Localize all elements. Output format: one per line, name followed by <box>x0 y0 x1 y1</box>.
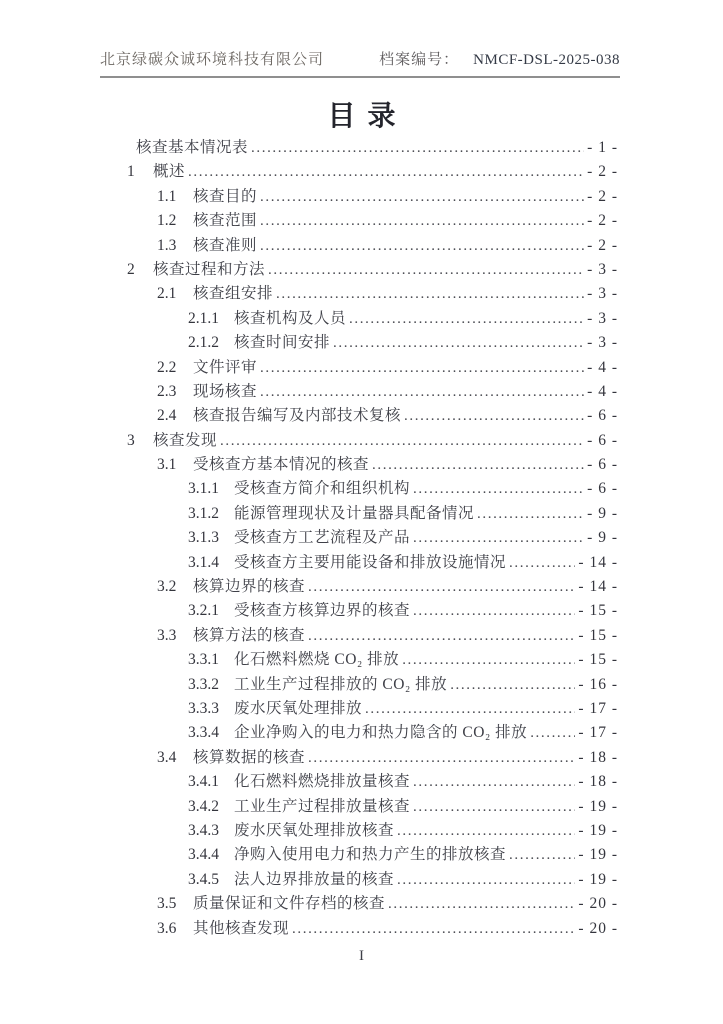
toc-entry <box>100 721 618 745</box>
toc-entry-page: - 2 - <box>587 163 618 181</box>
toc-entry-title: 法人边界排放量的核查 <box>234 870 395 888</box>
toc-leader-dots <box>349 307 584 331</box>
toc-entry-title: 其他核查发现 <box>193 919 290 937</box>
toc-entry <box>100 331 618 355</box>
file-number <box>379 48 620 69</box>
toc-leader-dots <box>188 160 584 184</box>
toc-entry-number: 3.6 <box>157 919 177 937</box>
toc-entry <box>100 819 618 843</box>
toc-entry <box>100 575 618 599</box>
toc-leader-dots <box>260 185 584 209</box>
toc-entry-number: 3.4.1 <box>188 773 219 791</box>
toc-entry <box>100 502 618 526</box>
toc-entry-title: 现场核查 <box>193 382 258 400</box>
toc-entry-number: 2 <box>127 260 135 278</box>
toc-entry <box>100 697 618 721</box>
toc-entry-number: 3.3.3 <box>188 699 219 717</box>
toc-entry-number: 2.1 <box>157 285 177 303</box>
toc-entry-number: 3.2 <box>157 578 177 596</box>
toc-entry-title: 受核查方简介和组织机构 <box>234 480 411 498</box>
toc-leader-dots <box>276 282 584 306</box>
toc-leader-dots <box>365 697 575 721</box>
toc-leader-dots <box>260 380 584 404</box>
toc-entry <box>100 770 618 794</box>
toc-leader-dots <box>509 551 575 575</box>
toc-entry <box>100 892 618 916</box>
toc-entry-page: - 14 - <box>578 553 618 571</box>
toc-entry-number: 3.4.2 <box>188 797 219 815</box>
toc-entry-title: 概述 <box>153 163 186 181</box>
toc-entry <box>100 746 618 770</box>
toc-entry-title: 化石燃料燃烧 CO₂ 排放 <box>234 651 400 669</box>
toc-entry-title: 核查准则 <box>193 236 258 254</box>
toc-entry <box>100 380 618 404</box>
toc-leader-dots <box>308 746 575 770</box>
toc-entry-number: 2.4 <box>157 407 177 425</box>
toc-entry-number: 3.1.4 <box>188 553 219 571</box>
toc-leader-dots <box>308 624 575 648</box>
toc-entry-page: - 3 - <box>587 334 618 352</box>
toc-leader-dots <box>308 575 575 599</box>
toc-entry-page: - 4 - <box>587 382 618 400</box>
toc-entry <box>100 404 618 428</box>
toc-entry-title: 工业生产过程排放的 CO₂ 排放 <box>234 675 448 693</box>
toc-entry-title: 受核查方工艺流程及产品 <box>234 529 411 547</box>
toc-entry-page: - 9 - <box>587 529 618 547</box>
toc-leader-dots <box>333 331 584 355</box>
toc-entry-number: 3.3.2 <box>188 675 219 693</box>
toc-entry-title: 化石燃料燃烧排放量核查 <box>234 773 411 791</box>
toc-entry <box>100 234 618 258</box>
toc-entry-title: 核查机构及人员 <box>234 309 347 327</box>
toc-leader-dots <box>413 526 584 550</box>
toc-leader-dots <box>413 795 575 819</box>
toc-entry-title: 核算边界的核查 <box>193 578 306 596</box>
toc-entry-title: 受核查方核算边界的核查 <box>234 602 411 620</box>
toc-entry-number: 2.1.2 <box>188 334 219 352</box>
toc-entry-page: - 9 - <box>587 504 618 522</box>
toc-entry-title: 核查组安排 <box>193 285 274 303</box>
toc-entry-page: - 3 - <box>587 260 618 278</box>
toc-entry-page: - 19 - <box>578 870 618 888</box>
toc-leader-dots <box>509 843 575 867</box>
toc-entry-page: - 6 - <box>587 480 618 498</box>
file-number-label: 档案编号： <box>379 52 460 68</box>
toc-leader-dots <box>388 892 575 916</box>
toc-entry <box>100 453 618 477</box>
toc-entry-page: - 20 - <box>578 895 618 913</box>
toc-entry-page: - 6 - <box>587 407 618 425</box>
toc-entry-number: 3.4.4 <box>188 846 219 864</box>
toc-entry-number: 3.1 <box>157 456 177 474</box>
toc-entry-title: 能源管理现状及计量器具配备情况 <box>234 504 475 522</box>
toc-entry-title: 净购入使用电力和热力产生的排放核查 <box>234 846 507 864</box>
toc-entry-number: 3.1.2 <box>188 504 219 522</box>
document-header <box>100 48 620 78</box>
toc-entry-page: - 15 - <box>578 602 618 620</box>
toc-leader-dots <box>413 770 575 794</box>
toc-entry <box>100 843 618 867</box>
toc-leader-dots <box>413 599 575 623</box>
toc-entry <box>100 795 618 819</box>
toc-entry <box>100 185 618 209</box>
toc-entry-number: 3.2.1 <box>188 602 219 620</box>
toc-leader-dots <box>220 429 584 453</box>
toc-entry <box>100 648 618 672</box>
toc-entry-page: - 2 - <box>587 236 618 254</box>
toc-entry-page: - 15 - <box>578 651 618 669</box>
toc-entry <box>100 258 618 282</box>
toc-entry-page: - 1 - <box>587 139 618 156</box>
toc-entry <box>100 136 618 160</box>
toc-entry-title: 核算方法的核查 <box>193 626 306 644</box>
toc-entry-page: - 19 - <box>578 797 618 815</box>
toc-entry-title: 受核查方基本情况的核查 <box>193 456 370 474</box>
toc-entry-number: 3.3.4 <box>188 724 219 742</box>
toc-entry-title: 核查报告编写及内部技术复核 <box>193 407 402 425</box>
toc-leader-dots <box>397 868 575 892</box>
toc-entry-number: 2.2 <box>157 358 177 376</box>
toc-entry <box>100 282 618 306</box>
toc-entry <box>100 599 618 623</box>
toc-leader-dots <box>530 721 575 745</box>
toc-leader-dots <box>402 648 575 672</box>
toc-leader-dots <box>397 819 575 843</box>
toc-entry-page: - 18 - <box>578 748 618 766</box>
toc-entry-title: 受核查方主要用能设备和排放设施情况 <box>234 553 507 571</box>
toc-entry-title: 废水厌氧处理排放 <box>234 699 363 717</box>
toc-entry-page: - 6 - <box>587 431 618 449</box>
toc-leader-dots <box>413 477 584 501</box>
toc-leader-dots <box>450 673 575 697</box>
toc-entry <box>100 356 618 380</box>
toc-entry-number: 3.3.1 <box>188 651 219 669</box>
toc-entry-title: 质量保证和文件存档的核查 <box>193 895 386 913</box>
toc-entry <box>100 160 618 184</box>
toc-entry-page: - 17 - <box>578 699 618 717</box>
toc-entry-title: 企业净购入的电力和热力隐含的 CO₂ 排放 <box>234 724 528 742</box>
toc-entry-number: 3.4.5 <box>188 870 219 888</box>
toc-entry-title: 核查发现 <box>153 431 218 449</box>
toc-entry-title: 核查基本情况表 <box>136 139 249 156</box>
toc-entry-number: 3.5 <box>157 895 177 913</box>
toc-entry-page: - 3 - <box>587 285 618 303</box>
toc-entry-title: 核查目的 <box>193 187 258 205</box>
toc-entry-number: 1 <box>127 163 135 181</box>
toc-entry-page: - 4 - <box>587 358 618 376</box>
file-number-value: NMCF-DSL-2025-038 <box>473 52 620 68</box>
toc-entry-page: - 6 - <box>587 456 618 474</box>
toc-entry-page: - 18 - <box>578 773 618 791</box>
toc-entry <box>100 526 618 550</box>
toc-entry <box>100 673 618 697</box>
toc-entry-title: 废水厌氧处理排放核查 <box>234 821 395 839</box>
toc-entry <box>100 209 618 233</box>
toc-entry-number: 3.4.3 <box>188 821 219 839</box>
toc-entry <box>100 551 618 575</box>
toc-entry-title: 核查过程和方法 <box>153 260 266 278</box>
toc-entry-number: 2.1.1 <box>188 309 219 327</box>
toc-leader-dots <box>477 502 584 526</box>
toc-entry-page: - 19 - <box>578 846 618 864</box>
toc-entry-number: 3.1.1 <box>188 480 219 498</box>
toc-leader-dots <box>372 453 584 477</box>
toc-entry <box>100 307 618 331</box>
toc-entry <box>100 429 618 453</box>
toc-entry-page: - 19 - <box>578 821 618 839</box>
toc-leader-dots <box>260 209 584 233</box>
toc-entry-number: 3.1.3 <box>188 529 219 547</box>
toc-entry-number: 3.4 <box>157 748 177 766</box>
toc-entry <box>100 868 618 892</box>
toc-entry-page: - 16 - <box>578 675 618 693</box>
toc-entry-page: - 20 - <box>578 919 618 937</box>
toc-entry-number: 3.3 <box>157 626 177 644</box>
toc-entry-title: 工业生产过程排放量核查 <box>234 797 411 815</box>
toc-list <box>100 136 618 941</box>
toc-entry-number: 2.3 <box>157 382 177 400</box>
toc-leader-dots <box>292 917 575 941</box>
toc-entry-page: - 14 - <box>578 578 618 596</box>
toc-entry-page: - 15 - <box>578 626 618 644</box>
toc-leader-dots <box>260 234 584 258</box>
toc-leader-dots <box>260 356 584 380</box>
toc-entry-title: 核查时间安排 <box>234 334 331 352</box>
company-name: 北京绿碳众诚环境科技有限公司 <box>100 52 325 68</box>
toc-entry-page: - 3 - <box>587 309 618 327</box>
toc-entry-title: 核查范围 <box>193 212 258 230</box>
toc-leader-dots <box>251 136 584 160</box>
toc-entry-number: 1.3 <box>157 236 177 254</box>
toc-leader-dots <box>268 258 584 282</box>
page-number: I <box>359 948 364 964</box>
toc-entry-title: 核算数据的核查 <box>193 748 306 766</box>
toc-entry-number: 1.2 <box>157 212 177 230</box>
toc-entry <box>100 917 618 941</box>
toc-entry-page: - 2 - <box>587 212 618 230</box>
toc-entry-number: 1.1 <box>157 187 177 205</box>
toc-entry-number: 3 <box>127 431 135 449</box>
toc-entry <box>100 624 618 648</box>
toc-entry-page: - 17 - <box>578 724 618 742</box>
toc-entry-page: - 2 - <box>587 187 618 205</box>
toc-leader-dots <box>404 404 584 428</box>
toc-entry-title: 文件评审 <box>193 358 258 376</box>
toc-entry <box>100 477 618 501</box>
toc-title: 目录 <box>327 101 408 132</box>
